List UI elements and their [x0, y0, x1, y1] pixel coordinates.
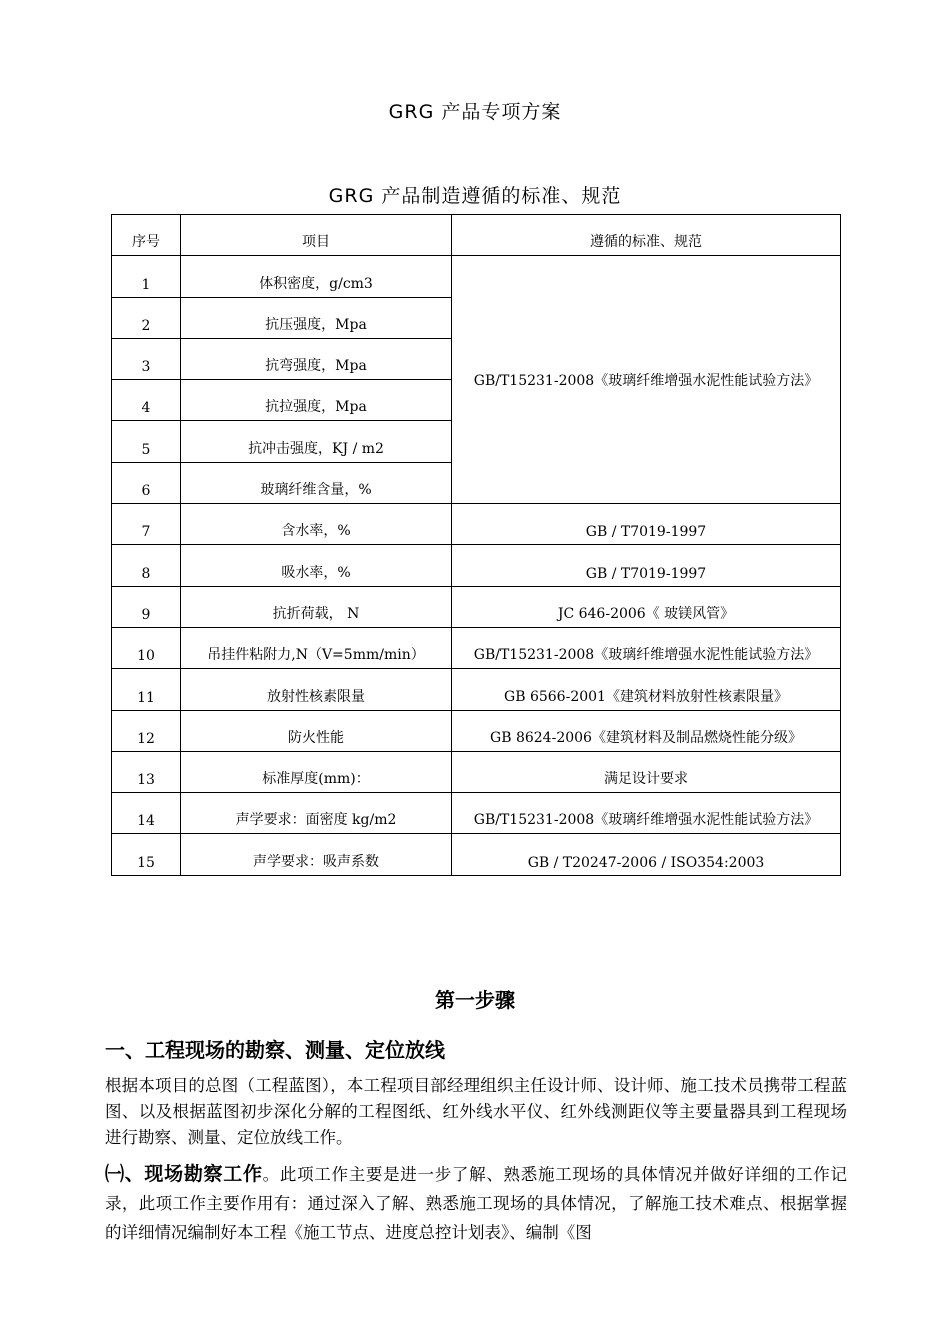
row-no: 3	[112, 338, 181, 379]
row-item: 体积密度，g/cm3	[181, 256, 452, 297]
row-item: 声学要求：吸声系数	[181, 834, 452, 875]
table-row	[112, 627, 841, 668]
row-no: 6	[112, 462, 181, 503]
row-item: 放射性核素限量	[181, 669, 452, 710]
row-standard: GB/T15231-2008《玻璃纤维增强水泥性能试验方法》	[452, 793, 841, 834]
row-no: 8	[112, 545, 181, 586]
row-item: 玻璃纤维含量，%	[181, 462, 452, 503]
table-row	[112, 751, 841, 792]
row-no: 13	[112, 751, 181, 792]
row-no: 11	[112, 669, 181, 710]
row-standard: GB / T20247-2006 / ISO354:2003	[452, 834, 841, 875]
section-heading: 一、工程现场的勘察、测量、定位放线	[105, 1038, 445, 1062]
row-no: 15	[112, 834, 181, 875]
row-standard: GB / T7019-1997	[452, 504, 841, 545]
sub-paragraph-text: 。此项工作主要是进一步了解、熟悉施工现场的具体情况并做好详细的工作记录，此项工作主要作用有：通过深入了解、熟悉施工现场的具体情况，了解施工技术难点、根据掌握的详细情况编制好本工程《施工节点、进度总控计划表》、编制《图	[105, 1165, 847, 1242]
row-item: 含水率，%	[181, 504, 452, 545]
step-title: 第一步骤	[435, 988, 515, 1012]
header-standard: 遵循的标准、规范	[452, 215, 841, 256]
row-no: 14	[112, 793, 181, 834]
table-row	[112, 669, 841, 710]
row-standard: JC 646-2006《 玻镁风管》	[452, 586, 841, 627]
table-row	[112, 504, 841, 545]
row-item: 抗折荷载， N	[181, 586, 452, 627]
row-item: 抗压强度，Mpa	[181, 297, 452, 338]
row-no: 5	[112, 421, 181, 462]
table-title: GRG 产品制造遵循的标准、规范	[328, 185, 622, 207]
sub-heading: ㈠、现场勘察工作	[105, 1163, 263, 1185]
merged-standard-cell: GB/T15231-2008《玻璃纤维增强水泥性能试验方法》	[452, 256, 841, 504]
standards-table	[111, 214, 841, 876]
table-row	[112, 793, 841, 834]
row-no: 9	[112, 586, 181, 627]
table-row	[112, 256, 841, 297]
table-row	[112, 710, 841, 751]
row-no: 7	[112, 504, 181, 545]
row-item: 吊挂件粘附力,N（V=5mm/min）	[181, 627, 452, 668]
row-item: 防火性能	[181, 710, 452, 751]
row-no: 2	[112, 297, 181, 338]
table-row	[112, 586, 841, 627]
row-no: 12	[112, 710, 181, 751]
table-row	[112, 834, 841, 875]
table-row	[112, 545, 841, 586]
row-item: 标准厚度(mm)：	[181, 751, 452, 792]
row-no: 1	[112, 256, 181, 297]
row-item: 抗弯强度，Mpa	[181, 338, 452, 379]
row-standard: GB / T7019-1997	[452, 545, 841, 586]
row-item: 抗拉强度，Mpa	[181, 380, 452, 421]
row-item: 声学要求：面密度 kg/m2	[181, 793, 452, 834]
row-standard: GB 6566-2001《建筑材料放射性核素限量》	[452, 669, 841, 710]
body-paragraph-with-subheading	[105, 1160, 847, 1247]
header-no: 序号	[112, 215, 181, 256]
row-no: 4	[112, 380, 181, 421]
row-standard: GB 8624-2006《建筑材料及制品燃烧性能分级》	[452, 710, 841, 751]
table-header-row	[112, 215, 841, 256]
row-standard: GB/T15231-2008《玻璃纤维增强水泥性能试验方法》	[452, 627, 841, 668]
document-title: GRG 产品专项方案	[388, 101, 562, 123]
row-item: 抗冲击强度，KJ / m2	[181, 421, 452, 462]
row-no: 10	[112, 627, 181, 668]
row-item: 吸水率，%	[181, 545, 452, 586]
body-paragraph: 根据本项目的总图（工程蓝图），本工程项目部经理组织主任设计师、设计师、施工技术员携带工程蓝图、以及根据蓝图初步深化分解的工程图纸、红外线水平仪、红外线测距仪等主要量器具到工程现场进行勘察、测量、定位放线工作。	[105, 1076, 847, 1147]
header-item: 项目	[181, 215, 452, 256]
row-standard: 满足设计要求	[452, 751, 841, 792]
